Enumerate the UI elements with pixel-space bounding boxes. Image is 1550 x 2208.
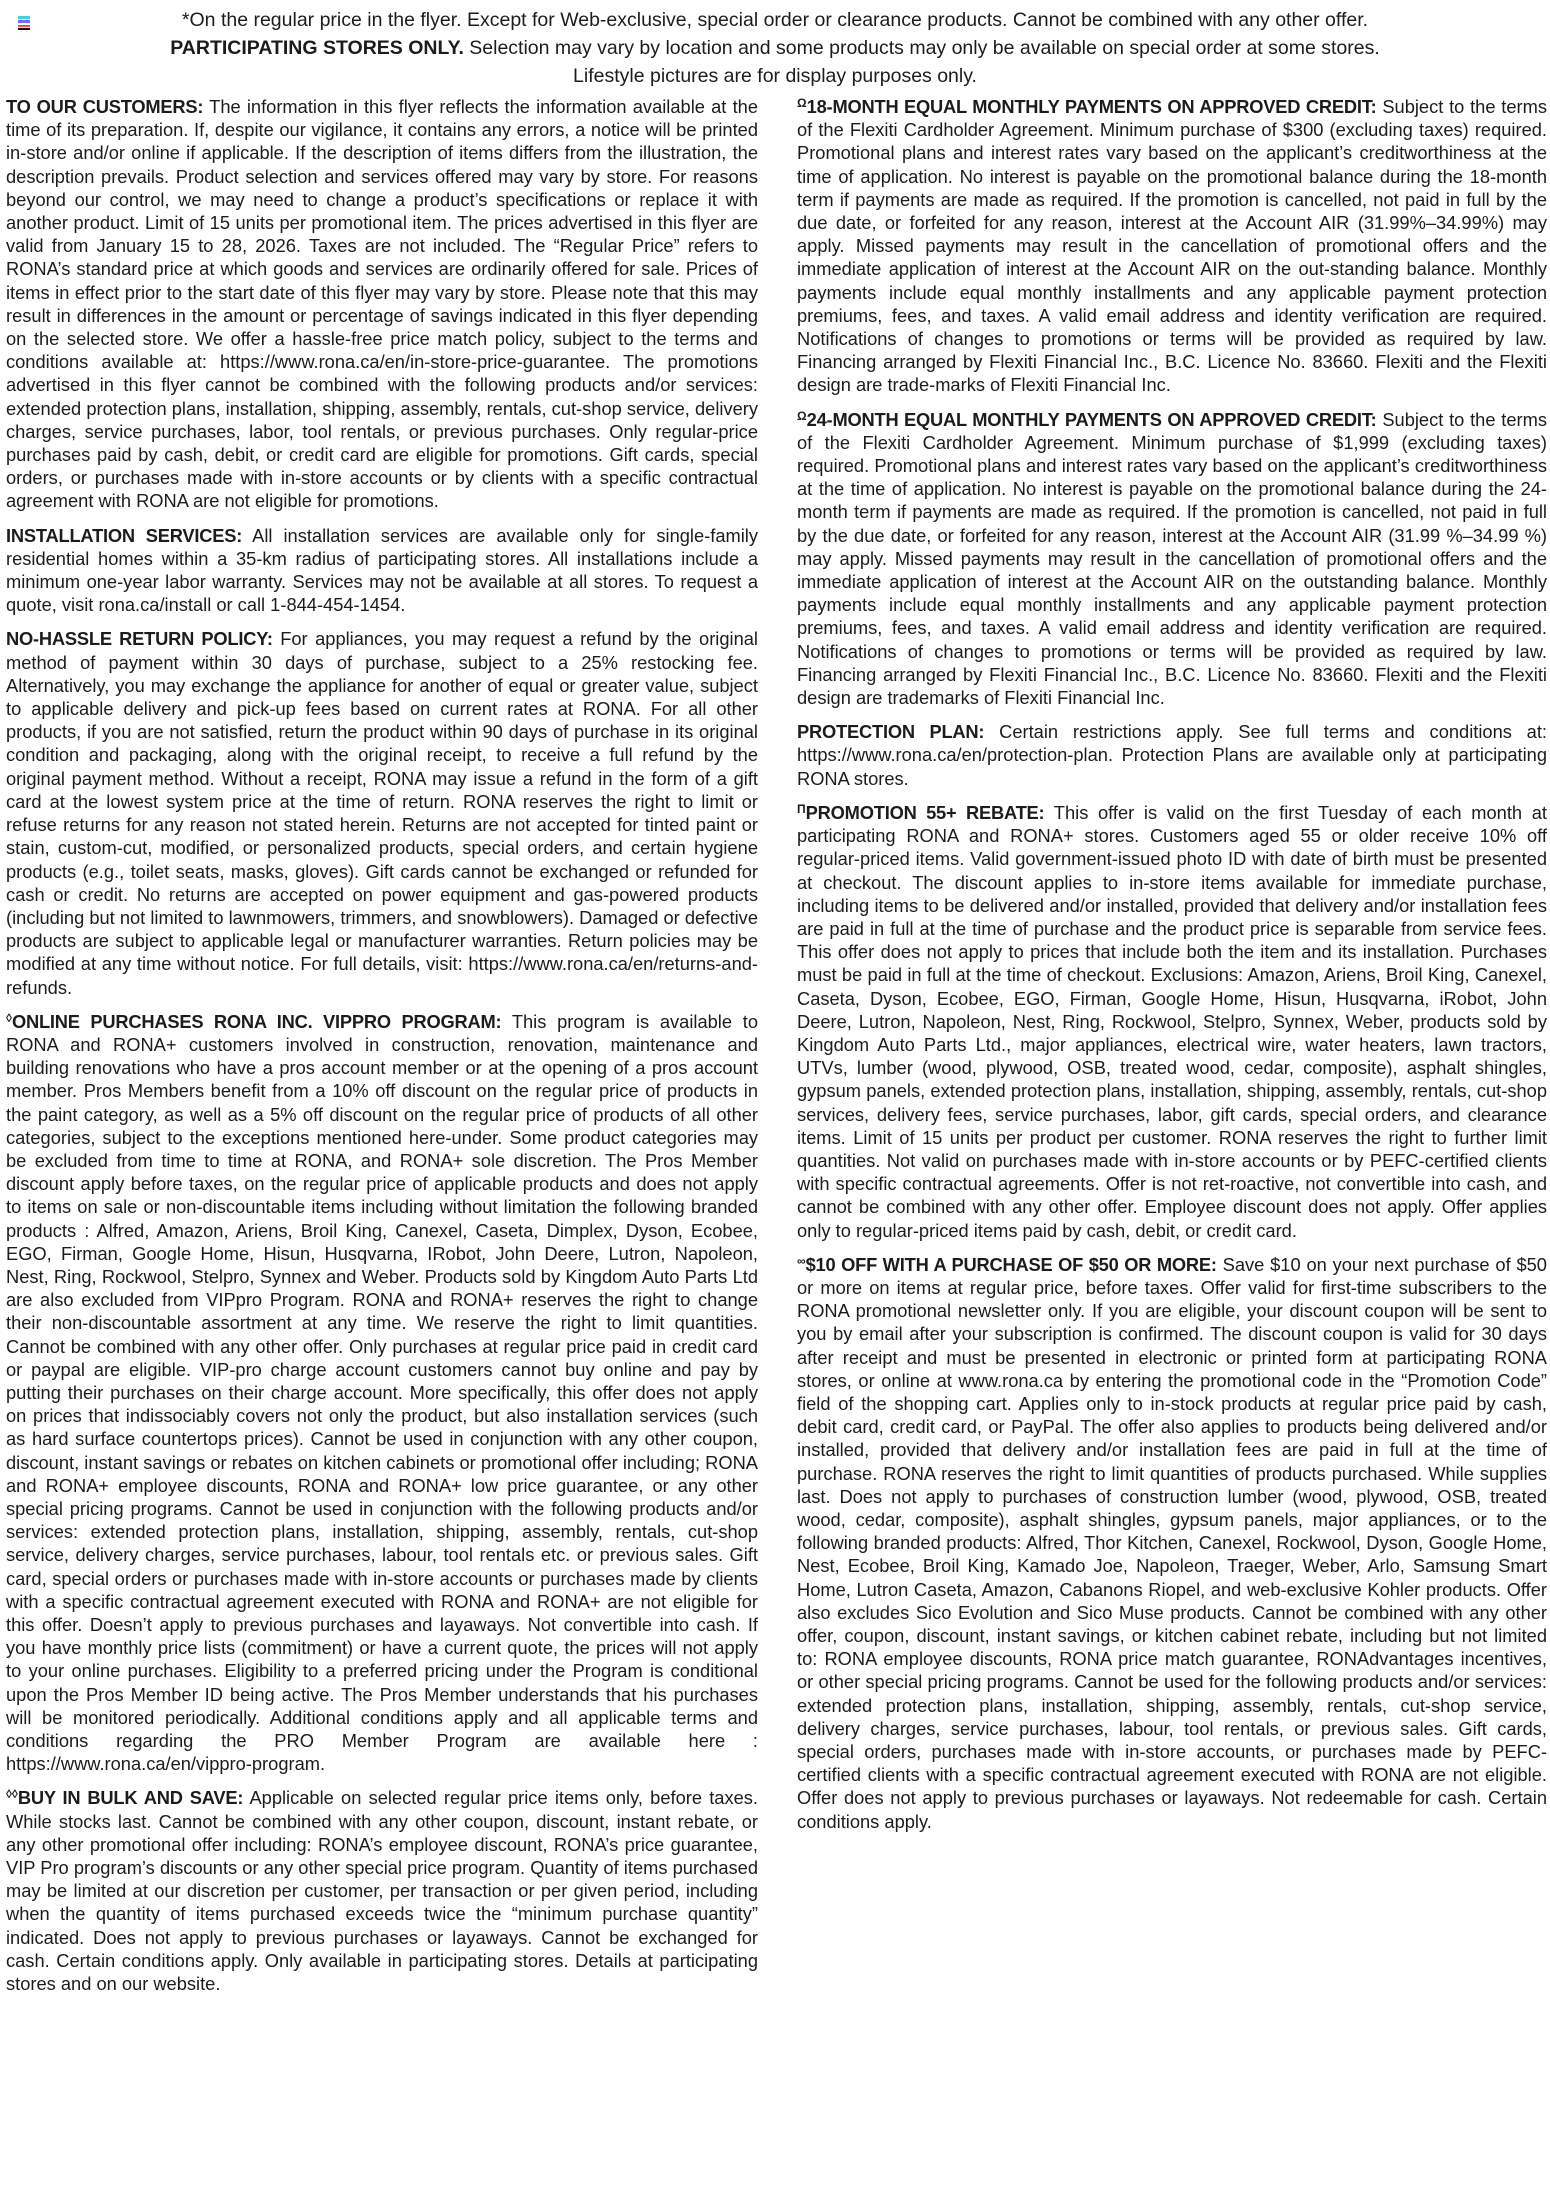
para-body: Save $10 on your next purchase of $50 or more on items at regular price, before taxes. Offer valid for first-time subscribers to the RONA promotional newsletter only. If you are eligible, your discount coupon will be sent to you by email after your subscription is confirmed. The discount coupon is valid for 30 days after receipt and must be presented in electronic or printed form at participating RONA stores, or online at www.rona.ca by entering the promotional code in the “Promotion Code” field of the shopping cart. Applies only to in-stock products at regular price paid by cash, debit card, credit card, or PayPal. The offer also applies to products being delivered and/or installed, provided that delivery and/or installation fees are paid in full at the time of purchase. RONA reserves the right to limit quantities of products purchased. While supplies last. Does not apply to purchases of construction lumber (wood, plywood, OSB, treated wood, cedar, composite), asphalt shingles, gypsum panels, major appliances, or to the following branded products: Alfred, Thor Kitchen, Canexel, Rockwool, Dyson, Google Home, Nest, Ecobee, Broil King, Kamado Joe, Napoleon, Traeger, Weber, Arlo, Samsung Smart Home, Lutron Caseta, Amazon, Cabanons Riopel, and web-exclusive Kohler products. Offer also excludes Sico Evolution and Sico Muse products. Cannot be combined with any other offer, coupon, discount, instant savings, or kitchen cabinet rebate, including but not limited to: RONA employee discounts, RONA price match guarantee, RONAdvantages incentives, or other special pricing programs. Cannot be used for the following products and/or services: extended protection plans, installation, shipping, assembly, rentals, cut-shop service, delivery charges, service purchases, labour, tool rentals, or previous sales. Gift cards, special orders, purchases made with in-store accounts, or purchases made by PEFC-certified clients with a specific contractual agreement executed with RONA are not eligible. Offer does not apply to previous purchases or layaways. Not redeemable for cash. Certain conditions apply. xyxy=(797,1253,1547,1832)
para-body: Applicable on selected regular price items only, before taxes. While stocks last. Cannot be combined with any other coupon, discount, instant rebate, or any other promotional offer including: RONA’s employee discount, RONA’s price guarantee, VIP Pro program’s discounts or any other special price program. Quantity of items purchased may be limited at our discretion per customer, per transaction or per given period, including when the quantity of items purchased exceeds twice the “minimum purchase quantity” indicated. Does not apply to previous purchases or layaways. Cannot be exchanged for cash. Certain conditions apply. Only available in participating stores. Details at participating stores and on our website. xyxy=(6,1787,758,1995)
para-body: All installation services are available only for single-family residential homes within a 35-km radius of participating stores. All installations include a minimum one-year labor warranty. Services may not be available at all stores. To request a quote, visit rona.ca/install or call 1-844-454-1454. xyxy=(6,524,758,616)
para-heading: 24-MONTH EQUAL MONTHLY PAYMENTS ON APPROVED CREDIT: xyxy=(806,408,1377,430)
para-body: Subject to the terms of the Flexiti Cardholder Agreement. Minimum purchase of $300 (excluding taxes) required. Promotional plans and interest rates vary based on the applicant’s creditworthiness at the time of application. No interest is payable on the promotional balance during the 18-month term if payments are made as required. If the promotion is cancelled, not paid in full by the due date, or forfeited for any reason, interest at the Account AIR (31.99%–34.99%) may apply. Missed payments may result in the cancellation of promotional offers and the immediate application of interest at the Account AIR on the out-standing balance. Monthly payments include equal monthly installments and any applicable payment protection premiums, fees, and taxes. A valid email address and identity verification are required. Notifications of changes to promotions or terms will be provided as required by law. Financing arranged by Flexiti Financial Inc., B.C. Licence No. 83660. Flexiti and the Flexiti design are trade-marks of Flexiti Financial Inc. xyxy=(797,96,1547,396)
para-body: The information in this flyer reflects the information available at the time of its preparation. If, despite our vigilance, it contains any errors, a notice will be printed in-store and/or online if applicable. If the description of items differs from the illustration, the description prevails. Product selection and services offered may vary by store. For reasons beyond our control, we may need to change a product’s specifications or replace it with another product. Limit of 15 units per promotional item. The prices advertised in this flyer are valid from January 15 to 28, 2026. Taxes are not included. The “Regular Price” refers to RONA’s standard price at which goods and services are ordinarily offered for sale. Prices of items in effect prior to the start date of this flyer may vary by store. Please note that this may result in differences in the amount or percentage of savings indicated in this flyer depending on the selected store. We offer a hassle-free price match policy, subject to the terms and conditions available at: https://www.rona.ca/en/in-store-price-guarantee. The promotions advertised in this flyer cannot be combined with the following products and/or services: extended protection plans, installation, shipping, assembly, rentals, cut-shop service, delivery charges, service purchases, labor, tool rentals, or previous purchases. Only regular-price purchases paid by cash, debit, or credit card are eligible for promotions. Gift cards, special orders, or purchases made with in-store accounts or by clients with a specific contractual agreement with RONA are not eligible for promotions. xyxy=(6,96,759,512)
para-body: For appliances, you may request a refund by the original method of payment within 30 days of purchase, subject to a 25% restocking fee. Alternatively, you may exchange the appliance for another of equal or greater value, subject to applicable delivery and pick-up fees based on current rates at RONA. For all other products, if you are not satisfied, return the product within 90 days of purchase in its original condition and packaging, along with the original receipt, to receive a full refund by the original payment method. Without a receipt, RONA may issue a refund in the form of a gift card at the lowest system price at the time of return. RONA reserves the right to limit or refuse returns for any reason not stated herein. Returns are not accepted for tinted paint or stain, custom-cut, modified, or personalized products, special orders, and certain hygiene products (e.g., toilet seats, masks, gloves). Gift cards cannot be exchanged or refunded for cash or credit. No returns are accepted on power equipment and gas-powered products (including but not limited to lawnmowers, trimmers, and snowblowers). Damaged or defective products are subject to applicable legal or manufacturer warranties. Return policies may be modified at any time without notice. For full details, visit: https://www.rona.ca/en/returns-and-refunds. xyxy=(6,628,758,998)
para-installation-services xyxy=(6,524,758,617)
para-body: This offer is valid on the first Tuesday of each month at participating RONA and RONA+ stores. Customers aged 55 or older receive 10% off regular-priced items. Valid government-issued photo ID with date of birth must be presented at checkout. The discount applies to in-store items available for immediate purchase, including items to be delivered and/or installed, provided that delivery and/or installation fees are paid in full at the time of purchase and the product price is separable from service fees. This offer does not apply to prices that include both the item and its installation. Purchases must be paid in full at the time of checkout. Exclusions: Amazon, Ariens, Broil King, Canexel, Caseta, Dyson, Ecobee, EGO, Firman, Google Home, Hisun, Husqvarna, iRobot, John Deere, Lutron, Napoleon, Nest, Ring, Rockwool, Stelpro, Synnex, Weber, products sold by Kingdom Auto Parts Ltd., major appliances, electrical wire, water heaters, lawn tractors, UTVs, lumber (wood, plywood, OSB, treated wood, cedar, composite), asphalt shingles, gypsum panels, extended protection plans, installation, shipping, assembly, rentals, cut-shop services, delivery fees, service purchases, labor, gift cards, special orders, and clearance items. Limit of 15 units per product per customer. RONA reserves the right to further limit quantities. Not valid on purchases made with in-store accounts or by PEFC-certified clients with specific contractual agreements. Offer is not ret-roactive, not convertible into cash, and cannot be combined with any other offer. Employee discount does not apply. Offer applies only to regular-priced items paid by cash, debit, or credit card. xyxy=(797,801,1547,1241)
footnote-symbol: Ω xyxy=(797,408,807,423)
para-body: Subject to the terms of the Flexiti Cardholder Agreement. Minimum purchase of $1,999 (excluding taxes) required. Promotional plans and interest rates vary based on the applicant’s creditworthiness at the time of application. No interest is payable on the promotional balance during the 24-month term if payments are made as required. If the promotion is cancelled, not paid in full by the due date, or forfeited for any reason, interest at the Account AIR (31.99 %–34.99 %) may apply. Missed payments may result in the cancellation of promotional offers and the immediate application of interest at the Account AIR on the outstanding balance. Monthly payments include equal monthly installments and any applicable payment protection premiums, fees, and taxes. A valid email address and identity verification are required. Notifications of changes to promotions or terms will be provided as required by law. Financing arranged by Flexiti Financial Inc., B.C. Licence No. 83660. Flexiti and the Flexiti design are trademarks of Flexiti Financial Inc. xyxy=(797,408,1547,709)
footnote-symbol: Π xyxy=(797,801,806,816)
para-to-our-customers xyxy=(6,95,758,513)
para-heading: INSTALLATION SERVICES: xyxy=(6,524,243,546)
header-line-regular-price: *On the regular price in the flyer. Except for Web-exclusive, special order or clearance products. Cannot be combined with any other offer. xyxy=(181,9,1369,31)
footnote-symbol: ◊◊ xyxy=(6,1787,18,1802)
para-promotion-55-rebate xyxy=(797,801,1547,1242)
para-protection-plan xyxy=(797,720,1547,790)
para-24-month-payments xyxy=(797,408,1547,710)
para-18-month-payments xyxy=(797,95,1547,397)
para-buy-in-bulk-and-save xyxy=(6,1786,758,1995)
para-heading: TO OUR CUSTOMERS: xyxy=(6,96,204,117)
para-heading: PROMOTION 55+ REBATE: xyxy=(805,801,1045,823)
flyer-disclaimer-header xyxy=(0,6,1550,90)
para-body: This program is available to RONA and RONA+ customers involved in construction, renovation, maintenance and building renovations who have a pros account member or at the opening of a pros account member. Pros Members benefit from a 10% off discount on the regular price of products in the paint category, as well as a 5% off discount on the regular price of products of all other categories, subject to the exceptions mentioned here-under. Some product categories may be excluded from time to time at RONA, and RONA+ sole discretion. The Pros Member discount apply before taxes, on the regular price of applicable products and does not apply to items on sale or non-discountable items including without limitation the following branded products : Alfred, Amazon, Ariens, Broil King, Canexel, Caseta, Dimplex, Dyson, Ecobee, EGO, Firman, Google Home, Hisun, Husqvarna, IRobot, John Deere, Lutron, Napoleon, Nest, Ring, Rockwool, Stelpro, Synnex and Weber. Products sold by Kingdom Auto Parts Ltd are also excluded from VIPpro Program. RONA and RONA+ reserves the right to change their non-discountable assortment at any time. We reserve the right to limit quantities. Cannot be combined with any other offer. Only purchases at regular price paid in credit card or paypal are eligible. VIP-pro charge account customers cannot buy online and pay by putting their purchases on their charge account. More specifically, this offer does not apply on prices that indissociably covers not only the product, but also installation services (such as hard surface countertops prices). Cannot be used in conjunction with any other coupon, discount, instant savings or rebates on kitchen cabinets or promotional offer including; RONA and RONA+ employee discounts, RONA and RONA+ low price guarantee, or any other special pricing programs. Cannot be used in conjunction with the following products and/or services: extended protection plans, installation, shipping, assembly, rentals, cut-shop service, delivery charges, service purchases, labour, tool rentals etc. or previous sales. Gift card, special orders or purchases made with in-store accounts or purchases made by clients with a specific contractual agreement executed with RONA and RONA+ are not eligible for this offer. Doesn’t apply to previous purchases and layaways. Not convertible into cash. If you have monthly price lists (commitment) or have a current quote, the prices will not apply to your online purchases. Eligibility to a preferred pricing under the Program is conditional upon the Pros Member ID being active. The Pros Member understands that his purchases will be monitored periodically. Additional conditions apply and all applicable terms and conditions regarding the PRO Member Program are available here : https://www.rona.ca/en/vippro-program. xyxy=(6,1010,758,1775)
para-body: Certain restrictions apply. See full terms and conditions at: https://www.rona.ca/en/protection-plan. Protection Plans are available only at participating RONA stores. xyxy=(797,721,1548,789)
footnote-symbol: Ω xyxy=(797,96,807,110)
header-line-participating-stores xyxy=(0,34,1550,62)
participating-stores-bold: PARTICIPATING STORES ONLY. xyxy=(170,37,464,59)
footnote-symbol: ◊ xyxy=(6,1010,12,1025)
para-heading: PROTECTION PLAN: xyxy=(797,721,985,743)
header-line-lifestyle-pictures: Lifestyle pictures are for display purposes only. xyxy=(573,65,977,87)
para-10-off-50-purchase xyxy=(797,1253,1547,1833)
para-heading: BUY IN BULK AND SAVE: xyxy=(17,1787,244,1809)
para-no-hassle-return-policy xyxy=(6,627,758,998)
participating-stores-rest: Selection may vary by location and some products may only be available on special order at some stores. xyxy=(463,37,1380,59)
para-heading: ONLINE PURCHASES RONA INC. VIPPRO PROGRAM: xyxy=(11,1010,502,1032)
para-heading: $10 OFF WITH A PURCHASE OF $50 OR MORE: xyxy=(805,1253,1217,1275)
footnote-symbol: ∞ xyxy=(797,1253,806,1268)
para-heading: NO-HASSLE RETURN POLICY: xyxy=(6,628,273,650)
terms-column-left xyxy=(6,95,758,1995)
para-heading: 18-MONTH EQUAL MONTHLY PAYMENTS ON APPROVED CREDIT: xyxy=(806,96,1377,117)
para-online-purchases-vippro xyxy=(6,1010,758,1776)
terms-column-right xyxy=(797,95,1547,1833)
